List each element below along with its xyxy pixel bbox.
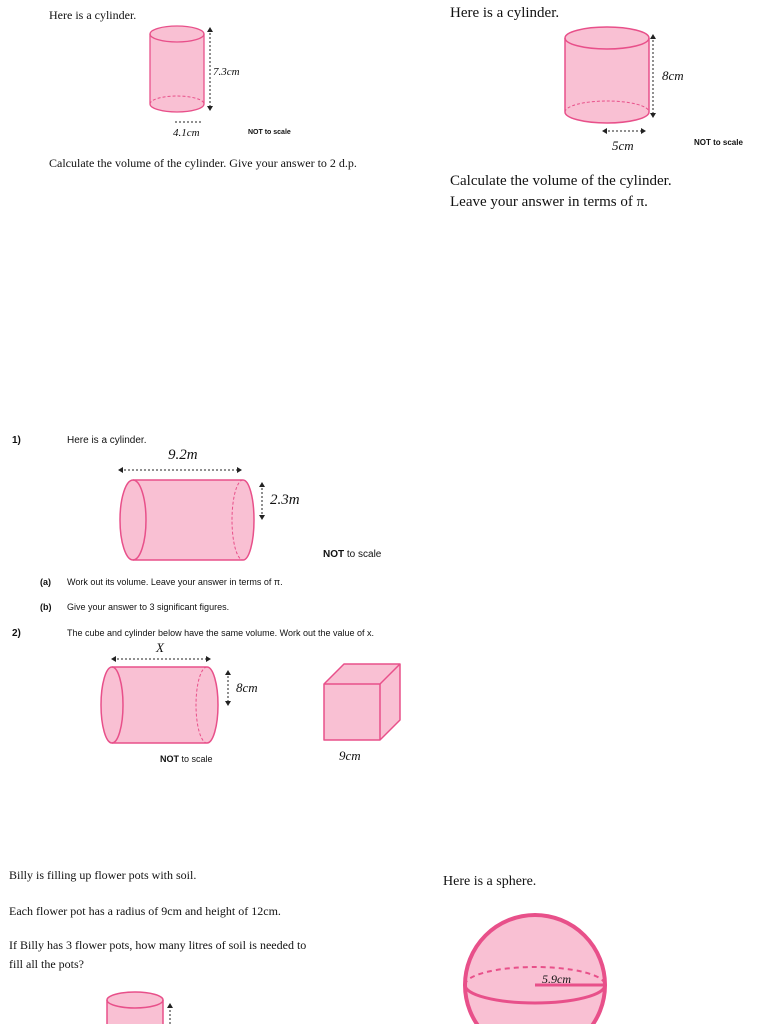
- flower-pot-line-1: Billy is filling up flower pots with soil.: [9, 868, 197, 882]
- diameter-label: 8cm: [236, 680, 258, 695]
- top-right-question-line2: Leave your answer in terms of π.: [450, 194, 648, 210]
- height-label: 8cm: [662, 68, 684, 83]
- cylinder-figure-top-left: [145, 24, 215, 124]
- top-left-question: Calculate the volume of the cylinder. Give your answer to 2 d.p.: [49, 156, 357, 170]
- flower-pot-line-3b: fill all the pots?: [9, 957, 84, 971]
- part-a-label: (a): [40, 577, 51, 587]
- cube-figure: [318, 660, 408, 745]
- top-right-intro: Here is a cylinder.: [450, 5, 560, 21]
- question-number: 2): [12, 628, 21, 639]
- sphere-intro: Here is a sphere.: [443, 874, 537, 889]
- not-to-scale-bold: NOT: [160, 754, 179, 764]
- cylinder-figure-top-right: [560, 24, 660, 144]
- diameter-label: 4.1cm: [173, 127, 200, 139]
- question-1-intro: Here is a cylinder.: [67, 435, 147, 446]
- cube-label: 9cm: [339, 748, 361, 763]
- height-label: 7.3cm: [213, 66, 240, 78]
- horizontal-cylinder-figure-2: [97, 652, 247, 747]
- radius-label: 5cm: [612, 138, 634, 153]
- question-number: 1): [12, 435, 21, 446]
- part-b-label: (b): [40, 602, 52, 612]
- question-2-text: The cube and cylinder below have the same volume. Work out the value of x.: [67, 628, 375, 638]
- sphere-figure: [462, 912, 612, 1024]
- radius-label: 5.9cm: [542, 972, 571, 986]
- not-to-scale-rest: to scale: [179, 754, 213, 764]
- not-to-scale-label: [160, 754, 213, 764]
- not-to-scale-label: NOT to scale: [694, 138, 743, 147]
- not-to-scale-rest: to scale: [344, 549, 382, 560]
- not-to-scale-label: NOT to scale: [248, 129, 291, 136]
- flower-pot-line-2: Each flower pot has a radius of 9cm and height of 12cm.: [9, 904, 281, 918]
- flower-pot-line-3a: If Billy has 3 flower pots, how many litres of soil is needed to: [9, 938, 307, 952]
- top-left-intro: Here is a cylinder.: [49, 8, 137, 22]
- part-a-text: Work out its volume. Leave your answer in terms of π.: [67, 577, 283, 587]
- length-label: 9.2m: [168, 447, 198, 463]
- part-b-text: Give your answer to 3 significant figures.: [67, 602, 230, 612]
- top-right-question-line1: Calculate the volume of the cylinder.: [450, 173, 672, 189]
- length-label: X: [156, 640, 164, 655]
- not-to-scale-label: [323, 549, 381, 560]
- flower-pot-cylinder-figure: [100, 988, 180, 1024]
- diameter-label: 2.3m: [270, 492, 300, 508]
- horizontal-cylinder-figure: [115, 462, 275, 567]
- not-to-scale-bold: NOT: [323, 549, 345, 560]
